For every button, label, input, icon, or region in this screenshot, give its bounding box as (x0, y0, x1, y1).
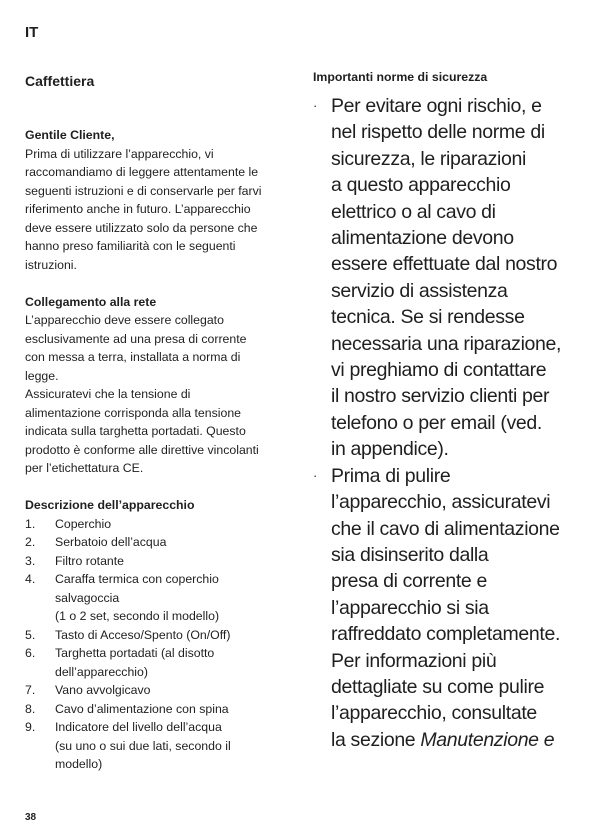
bullet-icon: · (313, 467, 317, 483)
parts-list (25, 515, 293, 774)
safety-line: Per informazioni più (331, 649, 497, 672)
item-number: 6. (25, 646, 36, 660)
safety-line: nel rispetto delle norme di (331, 121, 545, 144)
item-text: Tasto di Acceso/Spento (On/Off) (55, 627, 231, 642)
safety-line: in appendice). (331, 438, 449, 461)
safety-line: vi preghiamo di contattare (331, 359, 547, 382)
item-text: Filtro rotante (55, 553, 125, 568)
safety-heading: Importanti norme di sicurezza (313, 70, 488, 84)
list-item (25, 515, 293, 534)
intro-heading: Gentile Cliente, (25, 128, 115, 142)
safety-line: dettagliate su come pulire (331, 675, 545, 698)
safety-line: necessaria una riparazione, (331, 332, 562, 355)
item-text: Vano avvolgicavo (55, 683, 151, 697)
safety-line: il nostro servizio clienti per (331, 385, 550, 408)
bullet-icon: · (313, 98, 317, 113)
intro-line: deve essere utilizzato solo da persone che (25, 220, 258, 235)
item-text: salvagoccia (55, 590, 120, 605)
item-text: modello) (55, 757, 103, 771)
item-text: Caraffa termica con coperchio (55, 572, 219, 586)
safety-line: essere effettuate dal nostro (331, 253, 558, 276)
item-text: Cavo d’alimentazione con spina (55, 701, 229, 716)
list-item (25, 681, 293, 700)
intro-line: raccomandiamo di leggere attentamente le (25, 165, 259, 179)
intro-section (25, 126, 293, 274)
safety-line: alimentazione devono (331, 227, 514, 250)
safety-line: sicurezza, le riparazioni (331, 147, 527, 170)
connection-line: indicata sulla targhetta portadati. Questo (25, 424, 246, 438)
right-column (313, 70, 593, 753)
safety-line-italic: Manutenzione e (420, 728, 555, 751)
connection-line: prodotto è conforme alle direttive vincolanti (25, 442, 259, 457)
intro-line: Prima di utilizzare l’apparecchio, vi (25, 146, 214, 161)
description-heading: Descrizione dell’apparecchio (25, 498, 195, 512)
item-text: Targhetta portadati (al disotto (55, 646, 215, 660)
left-column (25, 126, 293, 774)
intro-line: istruzioni. (25, 257, 77, 272)
list-item (313, 463, 593, 753)
item-text: dell’apparecchio) (55, 664, 148, 679)
connection-line: Assicuratevi che la tensione di (25, 387, 191, 401)
item-text: (1 o 2 set, secondo il modello) (55, 609, 220, 623)
list-item (25, 718, 293, 774)
connection-line: alimentazione corrisponda alla tensione (25, 405, 242, 420)
safety-line: elettrico o al cavo di (331, 200, 496, 223)
safety-line: raffreddato completamente. (331, 623, 561, 646)
item-number: 3. (25, 553, 36, 568)
item-number: 4. (25, 572, 36, 586)
safety-line: la sezione (331, 728, 421, 751)
item-number: 9. (25, 720, 36, 734)
list-item (25, 644, 293, 681)
connection-line: L’apparecchio deve essere collegato (25, 313, 224, 327)
list-item (313, 93, 593, 463)
item-number: 2. (25, 535, 36, 549)
safety-line: l’apparecchio, consultate (331, 702, 537, 725)
item-number: 7. (25, 683, 36, 697)
safety-line: presa di corrente e (331, 570, 487, 593)
intro-line: hanno preso familiarità con le seguenti (25, 239, 236, 253)
connection-line: con messa a terra, installata a norma di (25, 350, 241, 364)
item-number: 5. (25, 627, 36, 642)
connection-heading: Collegamento alla rete (25, 294, 157, 309)
safety-line: telefono o per email (ved. (331, 411, 542, 434)
safety-line: tecnica. Se si rendesse (331, 306, 525, 329)
safety-line: Per evitare ogni rischio, e (331, 95, 542, 117)
list-item (25, 570, 293, 626)
item-number: 8. (25, 701, 36, 716)
connection-line: legge. (25, 368, 59, 383)
safety-line: che il cavo di alimentazione (331, 517, 560, 540)
connection-section (25, 293, 293, 478)
list-item (25, 626, 293, 645)
item-text: Serbatoio dell’acqua (55, 535, 167, 549)
safety-line: servizio di assistenza (331, 279, 508, 302)
connection-line: esclusivamente ad una presa di corrente (25, 331, 247, 346)
intro-text (25, 145, 293, 275)
safety-list (313, 93, 593, 753)
connection-line: per l’etichettatura CE. (25, 461, 144, 475)
item-text: Coperchio (55, 516, 112, 531)
safety-line: a questo apparecchio (331, 174, 511, 197)
list-item (25, 552, 293, 571)
item-number: 1. (25, 516, 36, 531)
item-text: Indicatore del livello dell’acqua (55, 720, 222, 734)
safety-line: sia disinserito dalla (331, 543, 489, 566)
intro-line: riferimento anche in futuro. L’apparecchio (25, 202, 251, 216)
safety-line: Prima di pulire (331, 464, 451, 487)
page-title: Caffettiera (25, 73, 95, 89)
description-section (25, 496, 293, 774)
item-text: (su uno o sui due lati, secondo il (55, 738, 231, 753)
page-number: 38 (25, 812, 37, 823)
intro-line: seguenti istruzioni e di conservarle per farvi (25, 183, 262, 198)
list-item (25, 700, 293, 719)
safety-line: l’apparecchio, assicuratevi (331, 491, 551, 514)
language-code: IT (25, 24, 39, 41)
list-item (25, 533, 293, 552)
connection-text (25, 311, 293, 478)
safety-line: l’apparecchio si sia (331, 596, 489, 619)
